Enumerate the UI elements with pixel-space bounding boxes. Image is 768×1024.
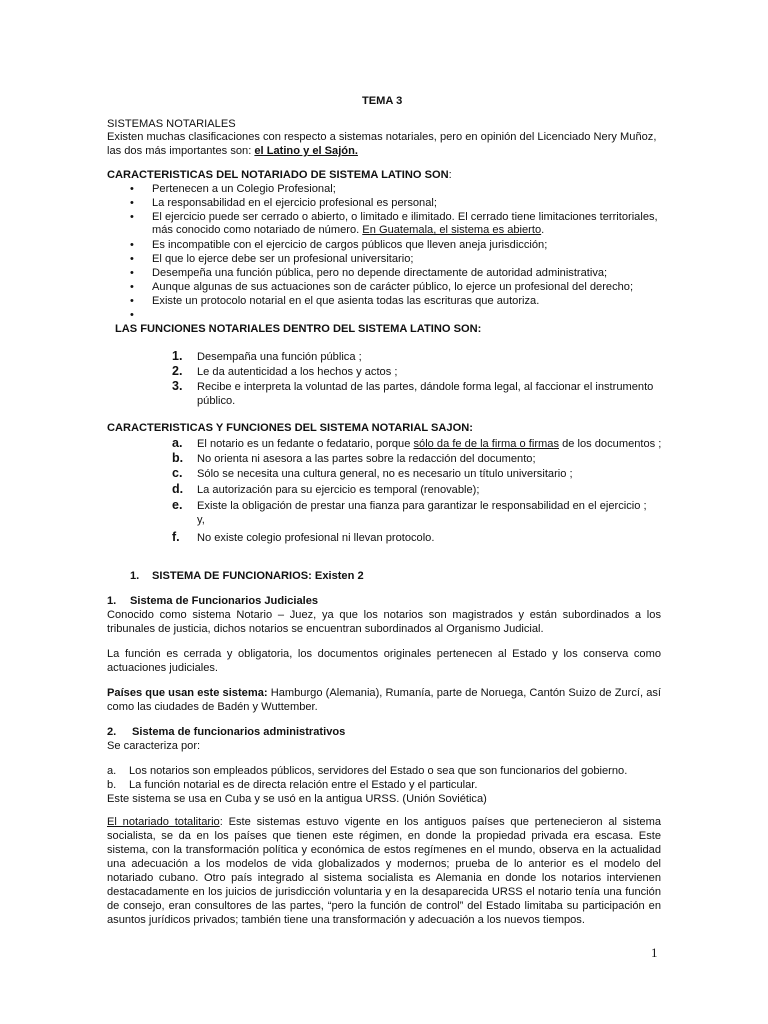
bullet-icon: • (130, 309, 134, 321)
bullet-icon: • (130, 239, 134, 251)
judiciales-paragraph-2: La función es cerrada y obligatoria, los documentos originales pertenecen al Estado y los conserva como actuaciones judiciales. (107, 648, 661, 674)
list-item: Desempeña una función pública, pero no depende directamente de autoridad administrativa; (152, 267, 608, 279)
bullet-icon: • (130, 183, 134, 195)
paises-text: Hamburgo (Alemania), Rumanía, parte de Noruega, Cantón Suizo de Zurcí, así como las ciudades de Badén y Wuttember. (107, 687, 661, 713)
list-item: El ejercicio puede ser cerrado o abierto, o limitado e ilimitado. El cerrado tiene limitaciones territoriales, (152, 211, 658, 223)
intro-line-1: Existen muchas clasificaciones con respecto a sistemas notariales, pero en opinión del Licenciado Nery Muñoz, (107, 131, 657, 143)
list-item: Los notarios son empleados públicos, servidores del Estado o sea que son funcionarios del gobierno. (129, 765, 628, 777)
list-item (197, 437, 661, 451)
judiciales-number: 1. (107, 595, 117, 607)
funcionarios-heading: SISTEMA DE FUNCIONARIOS: Existen 2 (152, 570, 364, 582)
list-item: La función notarial es de directa relación entre el Estado y el particular. (129, 779, 478, 791)
administrativos-intro: Se caracteriza por: (107, 740, 201, 752)
bullet-icon: • (130, 253, 134, 265)
bullet-icon: • (130, 295, 134, 307)
list-item-continuation-text: más conocido como notariado de número. (152, 224, 363, 236)
list-marker: b. (172, 451, 184, 465)
list-item-period: . (541, 224, 545, 236)
list-marker: c. (172, 466, 183, 480)
list-marker: 2. (172, 364, 183, 378)
list-item: Es incompatible con el ejercicio de cargos públicos que lleven aneja jurisdicción; (152, 239, 548, 251)
list-item: No existe colegio profesional ni llevan protocolo. (197, 532, 435, 544)
list-item: Existe la obligación de prestar una fianza para garantizar le responsabilidad en el ejercicio ; (197, 500, 647, 512)
list-item-continuation (152, 223, 544, 237)
list-marker: e. (172, 498, 183, 512)
administrativos-number: 2. (107, 726, 117, 738)
page-number: 1 (651, 945, 658, 960)
bullet-icon: • (130, 281, 134, 293)
list-item: La autorización para su ejercicio es temporal (renovable); (197, 484, 480, 496)
list-marker: f. (172, 530, 180, 544)
list-marker: 3. (172, 379, 183, 393)
bullet-icon: • (130, 211, 134, 223)
intro-emphasis: el Latino y el Sajón. (254, 145, 358, 157)
list-item: Recibe e interpreta la voluntad de las partes, dándole forma legal, al faccionar el instrumento (197, 381, 654, 393)
list-item: Aunque algunas de sus actuaciones son de carácter público, lo ejerce un profesional del derecho; (152, 281, 634, 293)
administrativos-heading: Sistema de funcionarios administrativos (132, 726, 346, 738)
sajon-heading: CARACTERISTICAS Y FUNCIONES DEL SISTEMA NOTARIAL SAJON: (107, 422, 473, 434)
list-marker: d. (172, 482, 184, 496)
list-marker: a. (172, 436, 183, 450)
funciones-latino-heading: LAS FUNCIONES NOTARIALES DENTRO DEL SISTEMA LATINO SON: (115, 323, 482, 335)
judiciales-paises (107, 686, 661, 714)
funcionarios-heading-number: 1. (130, 570, 140, 582)
latino-heading-colon: : (448, 169, 452, 181)
list-item: Existe un protocolo notarial en el que asienta todas las escrituras que autoriza. (152, 295, 540, 307)
intro-line-2-text: las dos más importantes son: (107, 145, 255, 157)
list-item-continuation: público. (197, 395, 236, 407)
underlined-phrase: sólo da fe de la firma o firmas (413, 438, 559, 450)
list-item: No orienta ni asesora a las partes sobre la redacción del documento; (197, 453, 536, 465)
list-item: Desempaña una función pública ; (197, 351, 362, 363)
latino-heading (107, 168, 452, 182)
list-item-text: de los documentos ; (559, 438, 662, 450)
underlined-phrase: En Guatemala, el sistema es abierto (362, 224, 542, 236)
judiciales-paragraph-1: Conocido como sistema Notario – Juez, ya que los notarios son magistrados y están subordinados a los tribunales de justicia, dichos notarios se encuentran subordinados al Organismo Judicial. (107, 609, 661, 635)
list-marker: b. (107, 779, 117, 791)
bullet-icon: • (130, 197, 134, 209)
paises-label: Países que usan este sistema: (107, 687, 268, 699)
bullet-icon: • (130, 267, 134, 279)
totalitario-paragraph (107, 815, 661, 927)
intro-line-2 (107, 144, 358, 158)
list-item: La responsabilidad en el ejercicio profesional es personal; (152, 197, 437, 209)
judiciales-heading: Sistema de Funcionarios Judiciales (130, 595, 319, 607)
list-item-text: El notario es un fedante o fedatario, porque (197, 438, 414, 450)
administrativos-note: Este sistema se usa en Cuba y se usó en la antigua URSS. (Unión Soviética) (107, 793, 487, 805)
list-marker: 1. (172, 349, 183, 363)
document-title: TEMA 3 (362, 95, 403, 107)
list-item: Sólo se necesita una cultura general, no es necesario un título universitario ; (197, 468, 573, 480)
totalitario-label: El notariado totalitario (107, 816, 220, 828)
list-marker: a. (107, 765, 117, 777)
totalitario-text: : Este sistemas estuvo vigente en los antiguos países que pertenecieron al sistema socialista, se da en los países que tienen este régimen, en donde la propiedad privada era escasa. Este sistema, con la transformación política y económica de estos regímenes en el mundo, observa en la actualidad una adecuación a los modelos de vida globalizados y modernos; prueba de lo anterior es el modelo del notariado cubano. Otro país integrado al sistema socialista es Alemania en donde los notarios intervienen destacadamente en los juicios de jurisdicción voluntaria y en la desaparecida URSS el notario tenía una función de consejo, eran consultores de las partes, “pero la función de control” del Estado limitaba su participación en asuntos jurídicos privados; también tiene una transformación y adecuación a los nuevos tiempos. (107, 816, 661, 926)
list-item: Le da autenticidad a los hechos y actos ; (197, 366, 398, 378)
list-item-continuation: y, (197, 514, 205, 526)
list-item: Pertenecen a un Colegio Profesional; (152, 183, 336, 195)
list-item: El que lo ejerce debe ser un profesional universitario; (152, 253, 414, 265)
latino-heading-text: CARACTERISTICAS DEL NOTARIADO DE SISTEMA LATINO SON (107, 169, 449, 181)
section-heading-sistemas: SISTEMAS NOTARIALES (107, 118, 236, 130)
